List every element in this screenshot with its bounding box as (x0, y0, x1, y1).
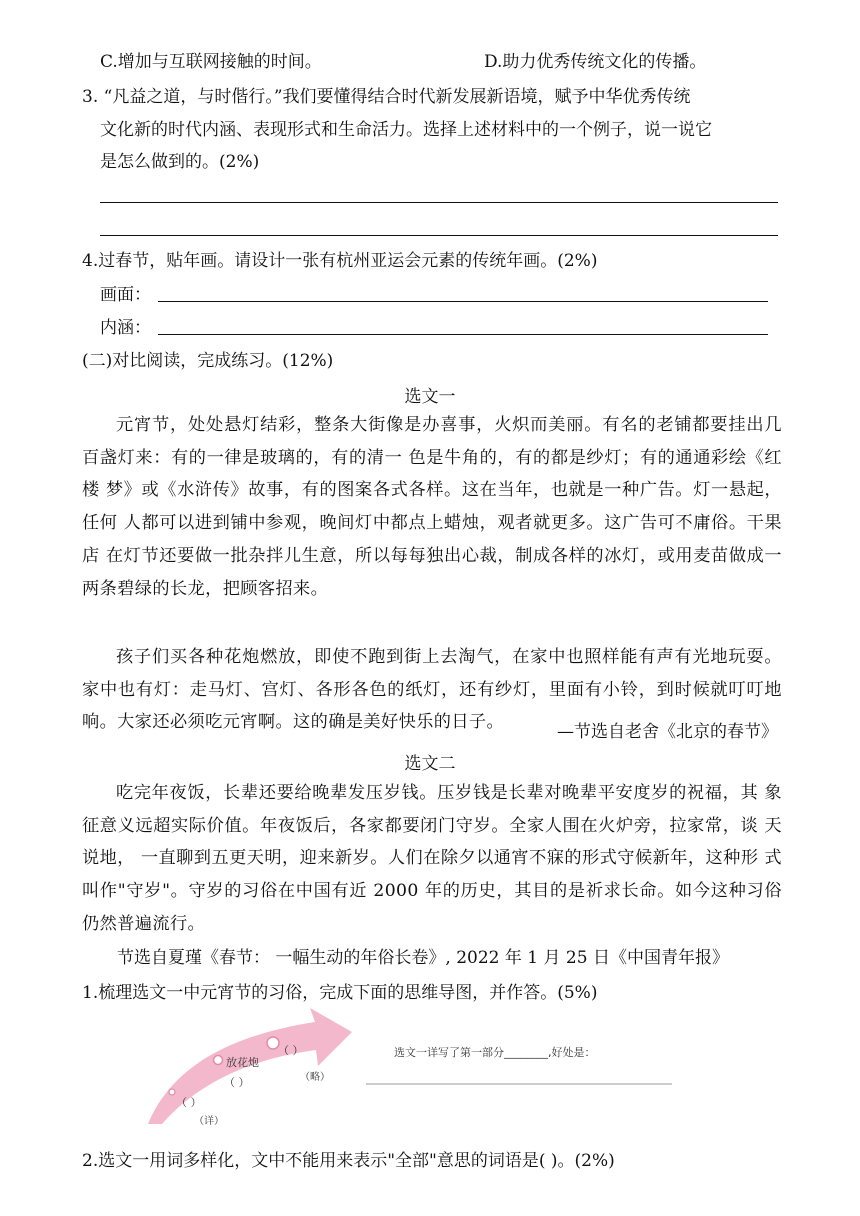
blank-b: （ ） (176, 1096, 202, 1109)
blank-a: （ ） (224, 1076, 250, 1089)
passage1-para1: 元宵节，处处悬灯结彩，整条大街像是办喜事，火炽而美丽。有名的老铺都要挂出几 百盏灯来：有的一律是玻璃的，有的清一 色是牛角的，有的都是纱灯；有的通通彩绘《红楼 梦》或《水浒传》故事，有的图案各式各样。这在当年，也就是一种广告。灯一悬起，任何 人都可以进到铺中参观，晚间灯中都点上蜡烛，观者就更多。这广告可不庸俗。干果店 在灯节还要做一批杂拌儿生意，所以每每独出心裁，制成各样的冰灯，或用麦苗做成一两条碧绿的长龙，把顾客招来。 (82, 415, 782, 599)
blank-c: （ ） (278, 1044, 304, 1057)
q3-line2: 文化新的时代内涵、表现形式和生命活力。选择上述材料中的一个例子，说一说它 (100, 120, 712, 140)
node-dot (169, 1089, 175, 1095)
right-text: 选文一详写了第一部分________,好处是： (394, 1046, 596, 1059)
node-dot (214, 1056, 223, 1065)
q4-question: 4.过春节，贴年画。请设计一张有杭州亚运会元素的传统年画。(2%) (82, 251, 598, 271)
arrow-label: 元宵节的习俗 (196, 1012, 263, 1049)
option-c: C.增加与互联网接触的时间。 (100, 52, 322, 72)
q3-line1: 3. “凡益之道，与时偕行。”我们要懂得结合时代新发展新语境，赋予中华优秀传统 (82, 87, 691, 107)
exercise-1: 1.梳理选文一中元宵节的习俗，完成下面的思维导图，并作答。(5%) (82, 983, 598, 1003)
answer-line-2[interactable] (100, 235, 778, 236)
item-fireworks: 放花炮 (226, 1056, 259, 1069)
exercise-2: 2.选文一用词多样化，文中不能用来表示"全部"意思的词语是( )。(2%) (82, 1151, 615, 1171)
passage1-title: 选文一 (404, 387, 456, 407)
mind-map (130, 1002, 710, 1132)
passage2-source: 节选自夏瑾《春节： 一幅生动的年俗长卷》, 2022 年 1 月 25 日《中国青年报》 (117, 948, 729, 968)
label-meaning: 内涵： (100, 318, 151, 338)
passage1-para2: 孩子们买各种花炮燃放，即使不跑到街上去淘气，在家中也照样能有声有光地玩耍。 家中也有灯：走马灯、宫灯、各形各色的纸灯，还有纱灯，里面有小铃，到时候就叮叮地响。大家还必须吃元宵啊。这的确是美好快乐的日子。 (82, 647, 782, 733)
tag-brief: （略） (300, 1072, 330, 1083)
option-d: D.助力优秀传统文化的传播。 (484, 52, 707, 72)
tag-detail: （详） (194, 1116, 224, 1127)
answer-line-1[interactable] (100, 202, 778, 203)
passage2-para1: 吃完年夜饭，长辈还要给晚辈发压岁钱。压岁钱是长辈对晚辈平安度岁的祝福，其 象征意义远超实际价值。年夜饭后，各家都要闭门守岁。全家人围在火炉旁，拉家常，谈 天说地， 一直聊到五更天明，迎来新岁。人们在除夕以通宵不寐的形式守候新年，这种形 式叫作"守岁"。守岁的习俗在中国有近 2000 年的历史，其目的是祈求长命。如今这种习俗仍然普遍流行。 (82, 783, 782, 934)
meaning-answer-line[interactable] (158, 334, 768, 335)
label-picture: 画面： (100, 285, 151, 305)
q3-line3: 是怎么做到的。(2%) (100, 152, 260, 172)
passage2-title: 选文二 (404, 754, 456, 774)
picture-answer-line[interactable] (158, 301, 768, 302)
section-heading: (二)对比阅读，完成练习。(12%) (82, 351, 334, 371)
passage1-source: —节选自老舍《北京的春节》 (557, 722, 778, 742)
